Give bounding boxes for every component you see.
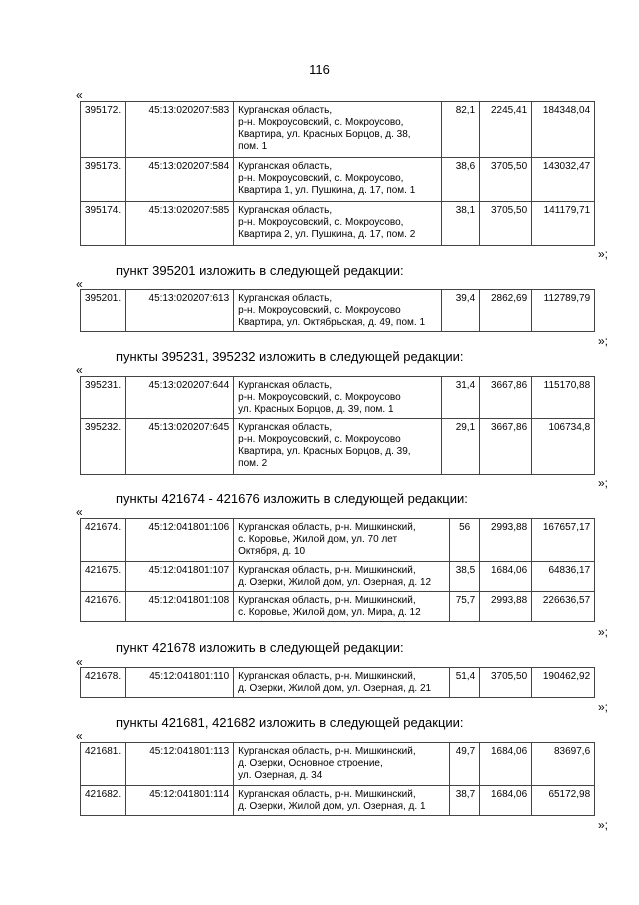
area-value: 38,5 [450,562,480,592]
table-row [81,419,595,475]
address-cell [234,102,442,158]
address-line: Квартира 1, ул. Пушкина, д. 17, пом. 1 [238,185,416,196]
close-quote: »; [597,476,608,490]
address-line: Курганская область, [238,293,333,304]
address-cell [234,158,442,202]
address-cell [234,743,450,786]
area-value: 31,4 [442,377,480,419]
property-table [80,101,595,246]
open-quote: « [76,277,83,291]
area-value: 49,7 [450,743,480,786]
row-number: 421674. [81,519,126,562]
cadastral-number: 45:12:041801:113 [126,743,234,786]
address-line: р-н. Мокроусовский, с. Мокроусово, [238,117,404,128]
table-row [81,202,595,246]
cadastral-number: 45:13:020207:584 [126,158,234,202]
area-value: 38,7 [450,786,480,816]
cost-value: 64836,17 [532,562,595,592]
property-table [80,667,595,698]
open-quote: « [76,88,83,102]
close-quote: »; [597,818,608,832]
cost-value: 141179,71 [532,202,595,246]
address-line: Курганская область, [238,380,333,391]
price-value: 2862,69 [480,290,532,332]
address-cell [234,419,442,475]
address-line: р-н. Мокроусовский, с. Мокроусово [238,305,401,316]
cadastral-number: 45:13:020207:613 [126,290,234,332]
address-line: ул. Красных Борцов, д. 39, пом. 1 [238,404,394,415]
address-line: Курганская область, р-н. Мишкинский, [238,746,416,757]
cost-value: 83697,6 [532,743,595,786]
price-value: 1684,06 [480,786,532,816]
area-value: 82,1 [442,102,480,158]
section-heading: пункт 421678 изложить в следующей редакции: [116,640,404,655]
row-number: 395173. [81,158,126,202]
address-line: пом. 2 [238,458,268,469]
price-value: 3705,50 [480,158,532,202]
close-quote: »; [597,334,608,348]
row-number: 395201. [81,290,126,332]
address-line: ул. Озерная, д. 34 [238,770,323,781]
cadastral-number: 45:13:020207:644 [126,377,234,419]
address-line: Октября, д. 10 [238,546,306,557]
section-heading: пункты 421681, 421682 изложить в следующей редакции: [116,715,464,730]
cadastral-number: 45:12:041801:110 [126,668,234,698]
address-cell [234,290,442,332]
cost-value: 112789,79 [532,290,595,332]
price-value: 3667,86 [480,419,532,475]
area-value: 75,7 [450,592,480,622]
price-value: 2993,88 [480,592,532,622]
address-line: Курганская область, [238,422,333,433]
cadastral-number: 45:12:041801:114 [126,786,234,816]
cadastral-number: 45:12:041801:108 [126,592,234,622]
address-line: р-н. Мокроусовский, с. Мокроусово [238,434,401,445]
table-row [81,743,595,786]
row-number: 421678. [81,668,126,698]
section-heading: пункты 421674 - 421676 изложить в следующей редакции: [116,491,468,506]
price-value: 2993,88 [480,519,532,562]
cost-value: 115170,88 [532,377,595,419]
address-line: с. Коровье, Жилой дом, ул. 70 лет [238,534,398,545]
area-value: 51,4 [450,668,480,698]
address-line: Курганская область, р-н. Мишкинский, [238,671,416,682]
address-line: Курганская область, р-н. Мишкинский, [238,522,416,533]
row-number: 421676. [81,592,126,622]
address-line: р-н. Мокроусовский, с. Мокроусово [238,392,401,403]
area-value: 39,4 [442,290,480,332]
row-number: 421681. [81,743,126,786]
row-number: 395172. [81,102,126,158]
price-value: 3705,50 [480,202,532,246]
cadastral-number: 45:13:020207:585 [126,202,234,246]
property-table [80,518,595,622]
address-cell [234,202,442,246]
open-quote: « [76,363,83,377]
cost-value: 143032,47 [532,158,595,202]
row-number: 421682. [81,786,126,816]
page-number: 116 [309,62,330,77]
table-row [81,102,595,158]
table-row [81,786,595,816]
cadastral-number: 45:13:020207:645 [126,419,234,475]
cadastral-number: 45:12:041801:107 [126,562,234,592]
close-quote: »; [597,247,608,261]
table-row [81,377,595,419]
open-quote: « [76,505,83,519]
cost-value: 65172,98 [532,786,595,816]
cost-value: 190462,92 [532,668,595,698]
area-value: 56 [450,519,480,562]
cost-value: 167657,17 [532,519,595,562]
address-line: р-н. Мокроусовский, с. Мокроусово, [238,173,404,184]
address-line: пом. 1 [238,141,268,152]
address-line: Квартира, ул. Красных Борцов, д. 38, [238,129,411,140]
address-line: Курганская область, р-н. Мишкинский, [238,789,416,800]
address-cell [234,519,450,562]
address-line: Курганская область, р-н. Мишкинский, [238,565,416,576]
table-row [81,519,595,562]
property-table [80,289,595,332]
open-quote: « [76,729,83,743]
cost-value: 226636,57 [532,592,595,622]
address-line: д. Озерки, Основное строение, [238,758,383,769]
row-number: 395232. [81,419,126,475]
address-line: Курганская область, [238,161,333,172]
price-value: 2245,41 [480,102,532,158]
address-cell [234,592,450,622]
cost-value: 184348,04 [532,102,595,158]
section-heading: пункты 395231, 395232 изложить в следующей редакции: [116,349,464,364]
table-row [81,668,595,698]
table-row [81,290,595,332]
cadastral-number: 45:12:041801:106 [126,519,234,562]
row-number: 421675. [81,562,126,592]
close-quote: »; [597,625,608,639]
cost-value: 106734,8 [532,419,595,475]
address-cell [234,668,450,698]
area-value: 38,6 [442,158,480,202]
address-cell [234,786,450,816]
address-cell [234,562,450,592]
address-line: р-н. Мокроусовский, с. Мокроусово, [238,217,404,228]
address-line: Квартира, ул. Октябрьская, д. 49, пом. 1 [238,317,426,328]
price-value: 3667,86 [480,377,532,419]
table-row [81,592,595,622]
property-table [80,376,595,475]
price-value: 1684,06 [480,562,532,592]
section-heading: пункт 395201 изложить в следующей редакции: [116,263,404,278]
close-quote: »; [597,700,608,714]
table-row [81,562,595,592]
open-quote: « [76,655,83,669]
row-number: 395231. [81,377,126,419]
area-value: 38,1 [442,202,480,246]
area-value: 29,1 [442,419,480,475]
address-line: д. Озерки, Жилой дом, ул. Озерная, д. 1 [238,801,426,812]
address-line: Курганская область, [238,205,333,216]
address-line: Курганская область, [238,105,333,116]
cadastral-number: 45:13:020207:583 [126,102,234,158]
price-value: 1684,06 [480,743,532,786]
address-line: с. Коровье, Жилой дом, ул. Мира, д. 12 [238,607,421,618]
price-value: 3705,50 [480,668,532,698]
address-line: д. Озерки, Жилой дом, ул. Озерная, д. 12 [238,577,432,588]
table-row [81,158,595,202]
address-line: Квартира, ул. Красных Борцов, д. 39, [238,446,411,457]
property-table [80,742,595,816]
address-line: Квартира 2, ул. Пушкина, д. 17, пом. 2 [238,229,416,240]
row-number: 395174. [81,202,126,246]
address-line: Курганская область, р-н. Мишкинский, [238,595,416,606]
address-cell [234,377,442,419]
address-line: д. Озерки, Жилой дом, ул. Озерная, д. 21 [238,683,432,694]
